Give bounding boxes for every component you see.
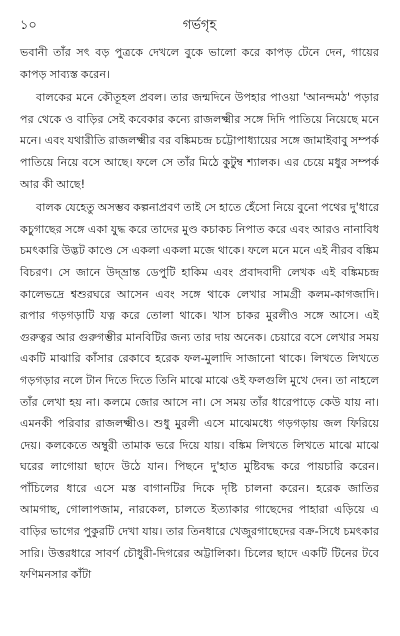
page-number: ১০ — [20, 18, 37, 33]
running-title: গর্ভগৃহ — [182, 18, 217, 33]
paragraph-1: ভবানী তাঁর সৎ বড় পুত্রকে দেখলে বুকে ভালো করে কাপড় টেনে দেন, গায়ের কাপড় সাব্যস্ত করেন। — [20, 46, 379, 81]
paragraph-3: বালক যেহেতু অসম্ভব কল্পনাপ্রবণ তাই সে হাতে হেঁসো নিয়ে বুনো পথের দু'ধারে কচুগাছের সঙ্গে একা যুদ্ধ করে তাদের মুণ্ড কচাকচ নিপাত করে এবং আরও নানাবিধ চমৎকারি উদ্ভট কাণ্ডে সে একলা একলা মজে থাকে। ফলে মনে মনে এই নীরব বঙ্কিম বিচরণ। সে জানে উদ্‌ভ্রান্ত ডেপুটি হাকিম এবং প্রবাদবাদী লেখক এই বঙ্কিমচন্দ্র কালেভদ্রে শ্বশুরঘরে আসেন এবং সঙ্গে থাকে লেখার সামগ্রী কলম-কাগজাদি। রূপার গড়গড়াটি যত্ন করে তোলা থাকে। খাস চাকর মুরলীও সঙ্গে আসে। এই গুরুত্বর আর গুরুগম্ভীর মানবিটির জন্য তার দায় অনেক। চেয়ারে বসে লেখার সময় একটি মাঝারি কাঁসার রেকাবে হরেক ফল-মুলাদি সাজানো থাকে। লিখতে লিখতে গড়গড়ার নলে টান দিতে দিতে তিনি মাঝে মাঝে ওই ফলগুলি মুখে দেন। তা নাহলে তাঁর লেখা হয় না। কলমে জোর আসে না। সে সময় তাঁর ধারেপাড়ে কেউ যায় না। এমনকী পরিবার রাজলক্ষ্মীও। শুধু মুরলী এসে মাঝেমধ্যে গড়গড়ায় জল ফিরিয়ে দেয়। কলকেতে অম্বুরী তামাক ভরে দিয়ে যায়। বঙ্কিম লিখতে লিখতে মাঝে মাঝে ঘরের লাগোয়া ছাদে উঠে যান। পিছনে দু'হাত মুষ্টিবদ্ধ করে পায়চারি করেন। পাঁচিলের ধারে এসে মস্ত বাগানটির দিকে দৃষ্টি চালনা করেন। হরেক জাতির আমগাছ, গোলাপজাম, নারকেল, চালতে ইত্যাকার গাছেদের পাহারা এড়িয়ে এ বাড়ির ভাগের পুকুরটি দেখা যায়। তার তিনধারে খেজুরগাছেদের বক্র-সিধে চমৎকার সারি। উত্তরধারে সাবর্ণ চৌধুরী-দিগরের অট্টালিকা। চিলের ছাদে একটি টিনের টবে ফণিমনসার কাঁটা — [20, 201, 379, 582]
paragraph-2: বালকের মনে কৌতূহল প্রবল। তার জন্মদিনে উপহার পাওয়া 'আনন্দমঠ' পড়ার পর থেকে ও বাড়ির সেই কবেকার কন্যে রাজলক্ষ্মীর সঙ্গে দিদি পাতিয়ে নিয়েছে মনে মনে। এবং যথারীতি রাজলক্ষ্মীর বর বঙ্কিমচন্দ্র চট্টোপাধ্যায়ের সঙ্গে জামাইবাবু সম্পর্ক পাতিয়ে নিয়ে বসে আছে। ফলে সে তাঁর মিঠে কুটুম্ব শ্যালক। এর চেয়ে মধুর সম্পর্ক আর কী আছে! — [20, 91, 379, 191]
page-header — [20, 14, 379, 40]
body-text — [20, 42, 379, 586]
